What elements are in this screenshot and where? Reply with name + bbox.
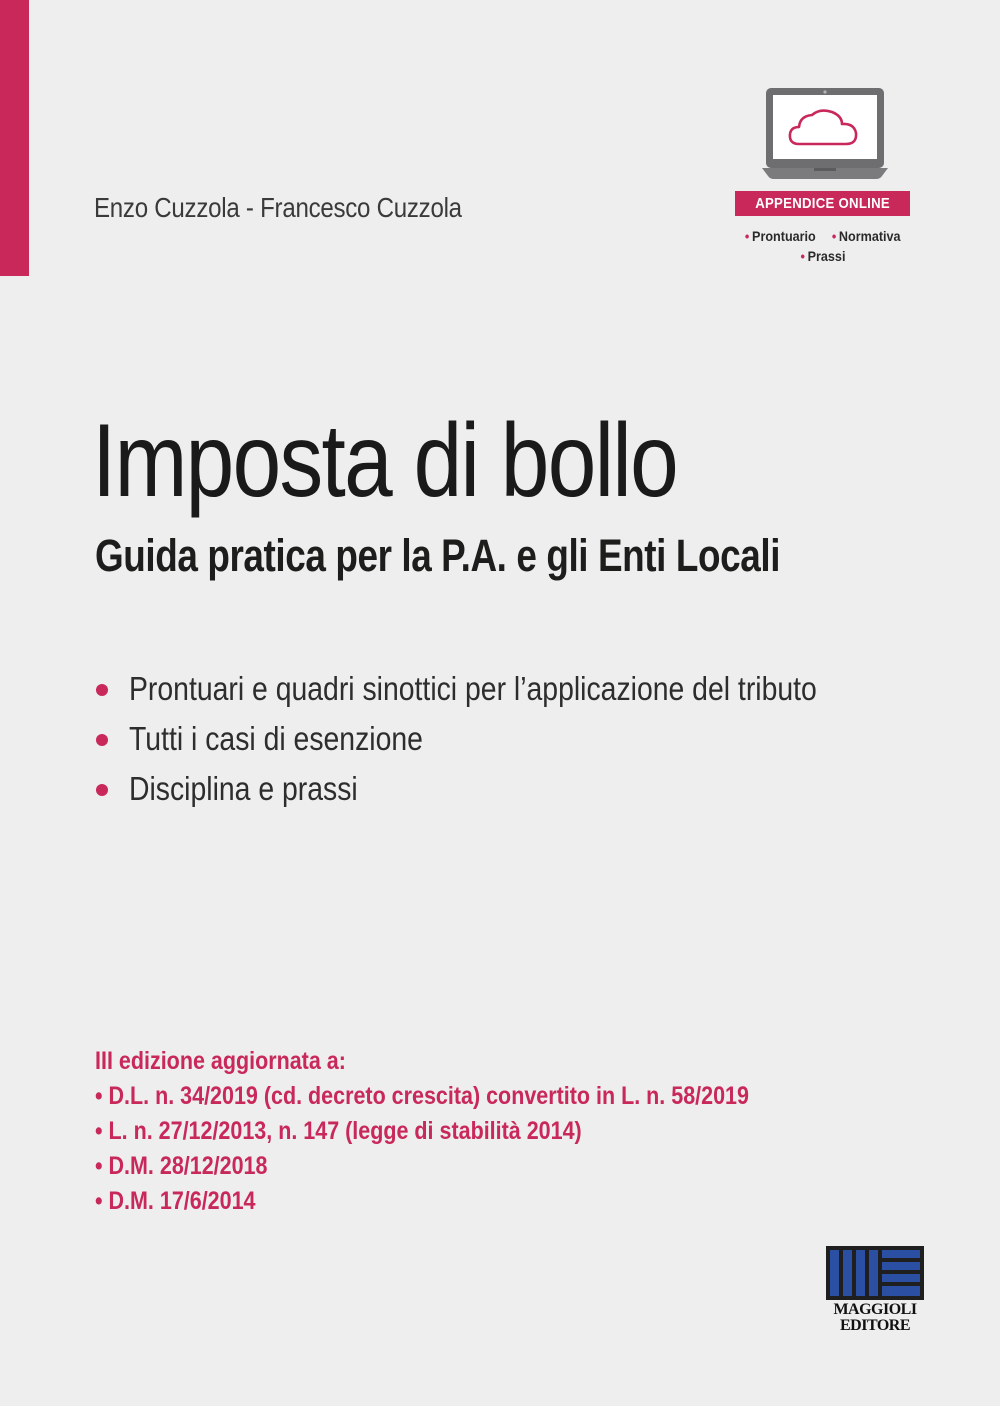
appendix-item: • Prassi bbox=[800, 248, 845, 264]
edition-item: • D.L. n. 34/2019 (cd. decreto crescita) convertito in L. n. 58/2019 bbox=[95, 1082, 749, 1110]
bullet-icon bbox=[96, 734, 108, 746]
publisher-name: MAGGIOLI EDITORE bbox=[833, 1301, 917, 1334]
authors: Enzo Cuzzola - Francesco Cuzzola bbox=[94, 192, 462, 223]
appendix-item: • Normativa bbox=[831, 228, 901, 244]
bullet-icon bbox=[96, 784, 108, 796]
maggioli-logo-icon bbox=[826, 1246, 924, 1300]
edition-item: • D.M. 28/12/2018 bbox=[95, 1152, 268, 1180]
publisher-logo bbox=[826, 1246, 924, 1336]
appendix-items bbox=[735, 226, 910, 266]
laptop-cloud-icon bbox=[762, 86, 888, 182]
bullet-icon bbox=[96, 684, 108, 696]
edition-heading: III edizione aggiornata a: bbox=[95, 1047, 346, 1075]
book-title: Imposta di bollo bbox=[92, 403, 677, 519]
appendix-item: • Prontuario bbox=[744, 228, 816, 244]
accent-bar bbox=[0, 0, 29, 276]
appendix-online-label: APPENDICE ONLINE bbox=[735, 191, 910, 216]
edition-item: • L. n. 27/12/2013, n. 147 (legge di stabilità 2014) bbox=[95, 1117, 582, 1145]
edition-notes bbox=[95, 1044, 855, 1219]
book-subtitle: Guida pratica per la P.A. e gli Enti Locali bbox=[95, 530, 781, 581]
edition-item: • D.M. 17/6/2014 bbox=[95, 1187, 256, 1215]
